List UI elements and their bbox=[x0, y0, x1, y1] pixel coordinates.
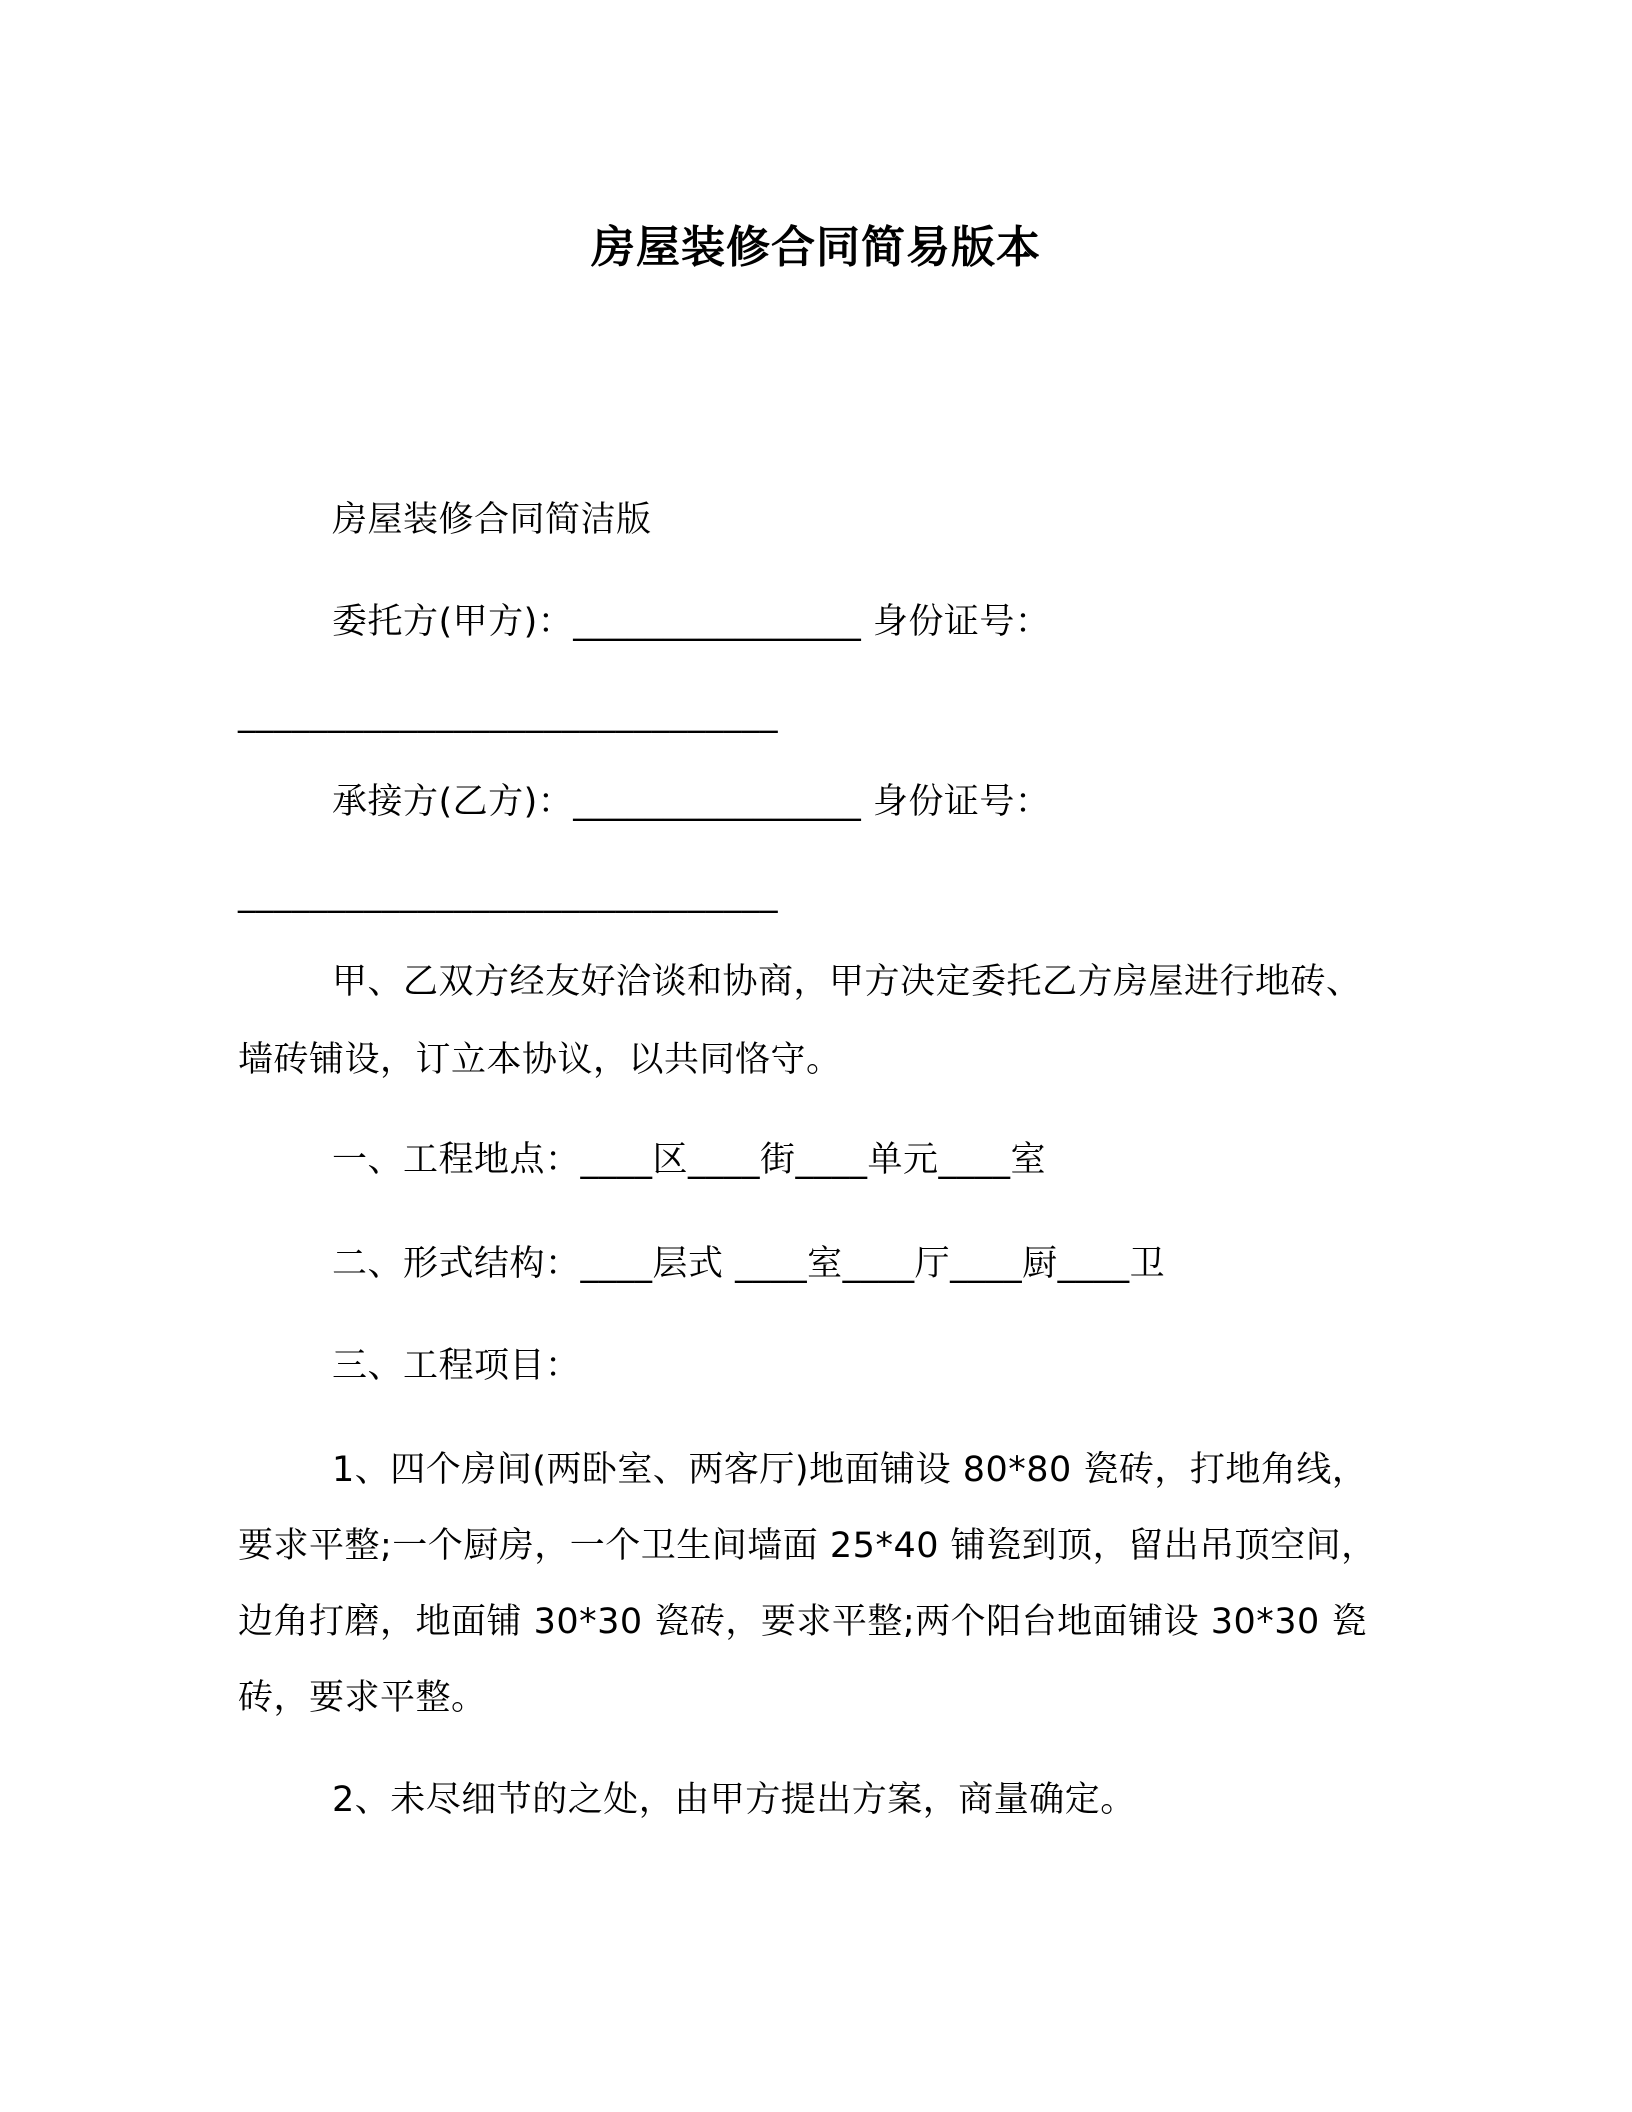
party-b-id-blank: ______________________________ bbox=[238, 874, 778, 914]
section-structure: 二、形式结构：____层式 ____室____厅____厨____卫 bbox=[332, 1244, 1166, 1284]
item-1-line-2: 要求平整;一个厨房，一个卫生间墙面 25*40 铺瓷到顶，留出吊顶空间， bbox=[238, 1526, 1377, 1566]
section-location: 一、工程地点：____区____街____单元____室 bbox=[332, 1140, 1047, 1180]
item-1-line-3: 边角打磨，地面铺 30*30 瓷砖，要求平整;两个阳台地面铺设 30*30 瓷 bbox=[238, 1602, 1367, 1642]
party-b-line: 承接方(乙方)：________________ 身份证号： bbox=[332, 782, 1051, 822]
party-a-id-blank: ______________________________ bbox=[238, 694, 778, 734]
party-a-line: 委托方(甲方)：________________ 身份证号： bbox=[332, 602, 1051, 642]
item-2-line: 2、未尽细节的之处，由甲方提出方案，商量确定。 bbox=[332, 1780, 1136, 1820]
intro-paragraph-line-2: 墙砖铺设，订立本协议，以共同恪守。 bbox=[238, 1040, 842, 1080]
document-title: 房屋装修合同简易版本 bbox=[591, 222, 1041, 273]
item-1-line-4: 砖，要求平整。 bbox=[238, 1678, 487, 1718]
intro-paragraph-line-1: 甲、乙双方经友好洽谈和协商，甲方决定委托乙方房屋进行地砖、 bbox=[332, 962, 1362, 1002]
subtitle-line: 房屋装修合同简洁版 bbox=[332, 500, 652, 540]
section-items-heading: 三、工程项目： bbox=[332, 1346, 581, 1386]
item-1-line-1: 1、四个房间(两卧室、两客厅)地面铺设 80*80 瓷砖，打地角线， bbox=[332, 1450, 1368, 1490]
